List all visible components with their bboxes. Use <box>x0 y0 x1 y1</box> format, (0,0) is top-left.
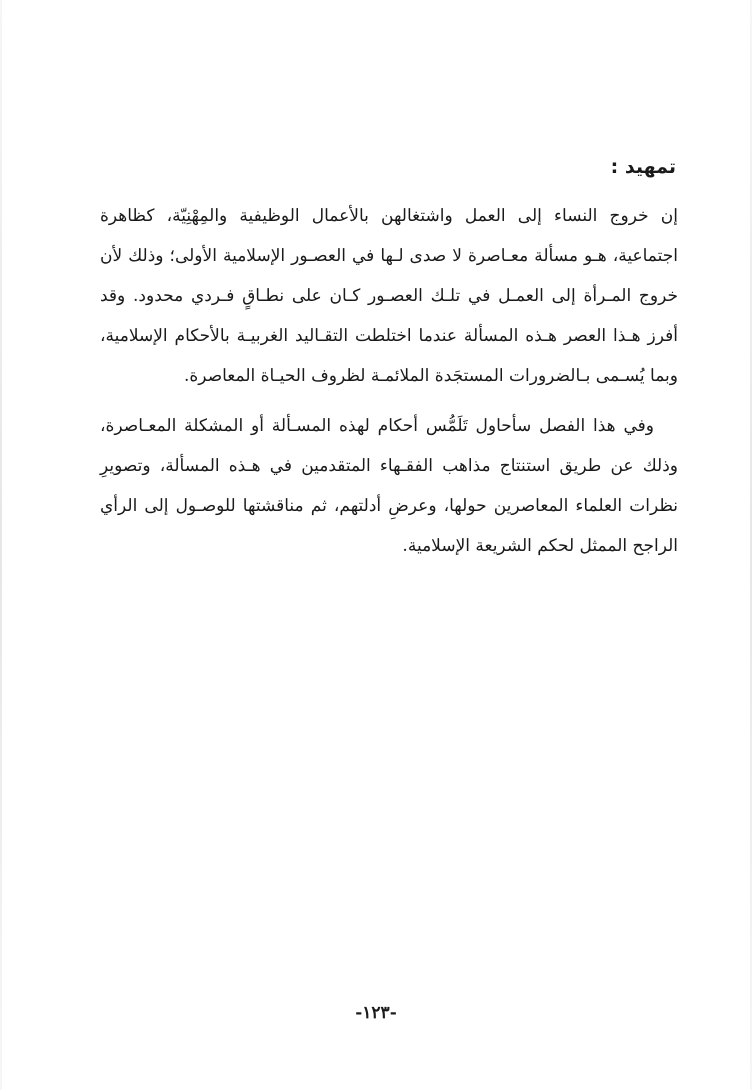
page-number: -١٢٣- <box>355 1003 397 1023</box>
paragraph-chapter-plan: وفي هذا الفصل سأحاول تَلَمُّس أحكام لهذه المسـألة أو المشكلة المعـاصرة، وذلك عن طريق استنتاج مذاهب الفقـهاء المتقدمين في هـذه المسألة، وتصويرِ نظرات العلماء المعاصرين حولها، وعرضِ أدلتهم، ثم مناقشتها للوصـول إلى الرأي الراجح الممثل لحكم الشريعة الإسلامية. <box>100 416 678 556</box>
section-heading: تمهيد : <box>610 156 676 178</box>
page-edge-left <box>0 0 2 1090</box>
paragraph-intro: إن خروج النساء إلى العمل واشتغالهن بالأعمال الوظيفية والمِهْنِيّة، كظاهرة اجتماعية، هـو مسألة معـاصرة لا صدى لـها في العصـور الإسلامية الأولى؛ وذلك لأن خروج المـرأة إلى العمـل في تلـك العصـور كـان على نطـاقٍ فـردي محدود. وقد أفرز هـذا العصر هـذه المسألة عندما اختلطت التقـاليد الغربيـة بالأحكام الإسلامية، وبما يُسـمى بـالضرورات المستجَدة الملائمـة لظروف الحيـاة المعاصرة. <box>100 206 678 386</box>
page-body <box>100 152 678 566</box>
